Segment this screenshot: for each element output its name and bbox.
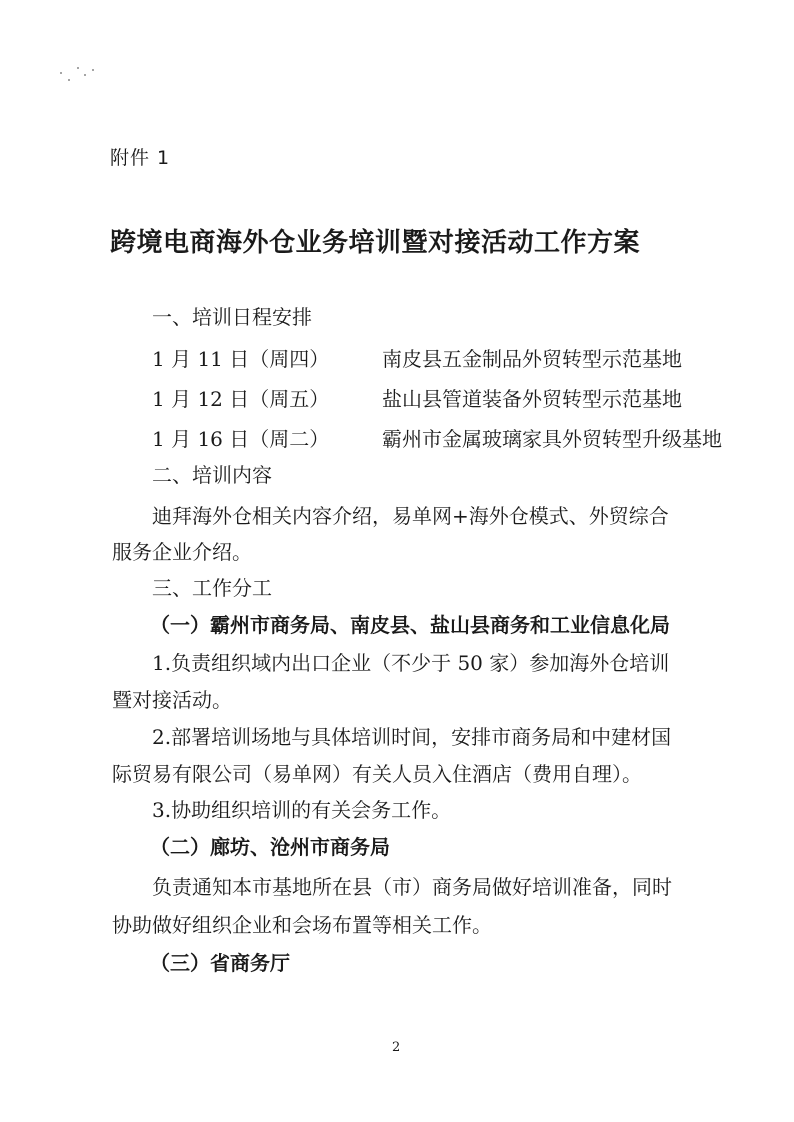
subsection1-item1-line2: 暨对接活动。 xyxy=(112,688,232,712)
schedule-place-1: 南皮县五金制品外贸转型示范基地 xyxy=(382,347,682,371)
scan-speck xyxy=(60,72,62,74)
document-title: 跨境电商海外仓业务培训暨对接活动工作方案 xyxy=(110,228,641,258)
section1-heading: 一、培训日程安排 xyxy=(152,305,312,329)
subsection2-paragraph-line2: 协助做好组织企业和会场布置等相关工作。 xyxy=(112,913,492,937)
subsection1-item2-line2: 际贸易有限公司（易单网）有关人员入住酒店（费用自理）。 xyxy=(112,762,642,786)
subsection1-heading: （一）霸州市商务局、南皮县、盐山县商务和工业信息化局 xyxy=(150,613,670,637)
subsection1-item1-line1: 1.负责组织域内出口企业（不少于 50 家）参加海外仓培训 xyxy=(152,651,670,675)
subsection3-heading: （三）省商务厅 xyxy=(150,951,290,975)
scan-speck xyxy=(84,74,86,76)
scan-speck xyxy=(92,69,94,71)
scan-speck xyxy=(68,79,70,81)
schedule-date-2: 1 月 12 日（周五） xyxy=(152,387,330,411)
schedule-date-3: 1 月 16 日（周二） xyxy=(152,427,330,451)
schedule-date-1: 1 月 11 日（周四） xyxy=(152,347,330,371)
schedule-place-3: 霸州市金属玻璃家具外贸转型升级基地 xyxy=(382,427,722,451)
subsection1-item3: 3.协助组织培训的有关会务工作。 xyxy=(152,798,452,822)
page-number: 2 xyxy=(392,1040,401,1055)
schedule-place-2: 盐山县管道装备外贸转型示范基地 xyxy=(382,387,682,411)
section2-heading: 二、培训内容 xyxy=(152,463,272,487)
subsection2-paragraph-line1: 负责通知本市基地所在县（市）商务局做好培训准备，同时 xyxy=(152,875,672,899)
subsection1-item2-line1: 2.部署培训场地与具体培训时间，安排市商务局和中建材国 xyxy=(152,725,672,749)
section2-paragraph-line1: 迪拜海外仓相关内容介绍，易单网+海外仓模式、外贸综合 xyxy=(152,504,669,528)
section2-paragraph-line2: 服务企业介绍。 xyxy=(112,540,252,564)
attachment-label: 附件 1 xyxy=(110,147,171,169)
scan-speck xyxy=(77,67,79,69)
section3-heading: 三、工作分工 xyxy=(152,576,272,600)
subsection2-heading: （二）廊坊、沧州市商务局 xyxy=(150,835,390,859)
